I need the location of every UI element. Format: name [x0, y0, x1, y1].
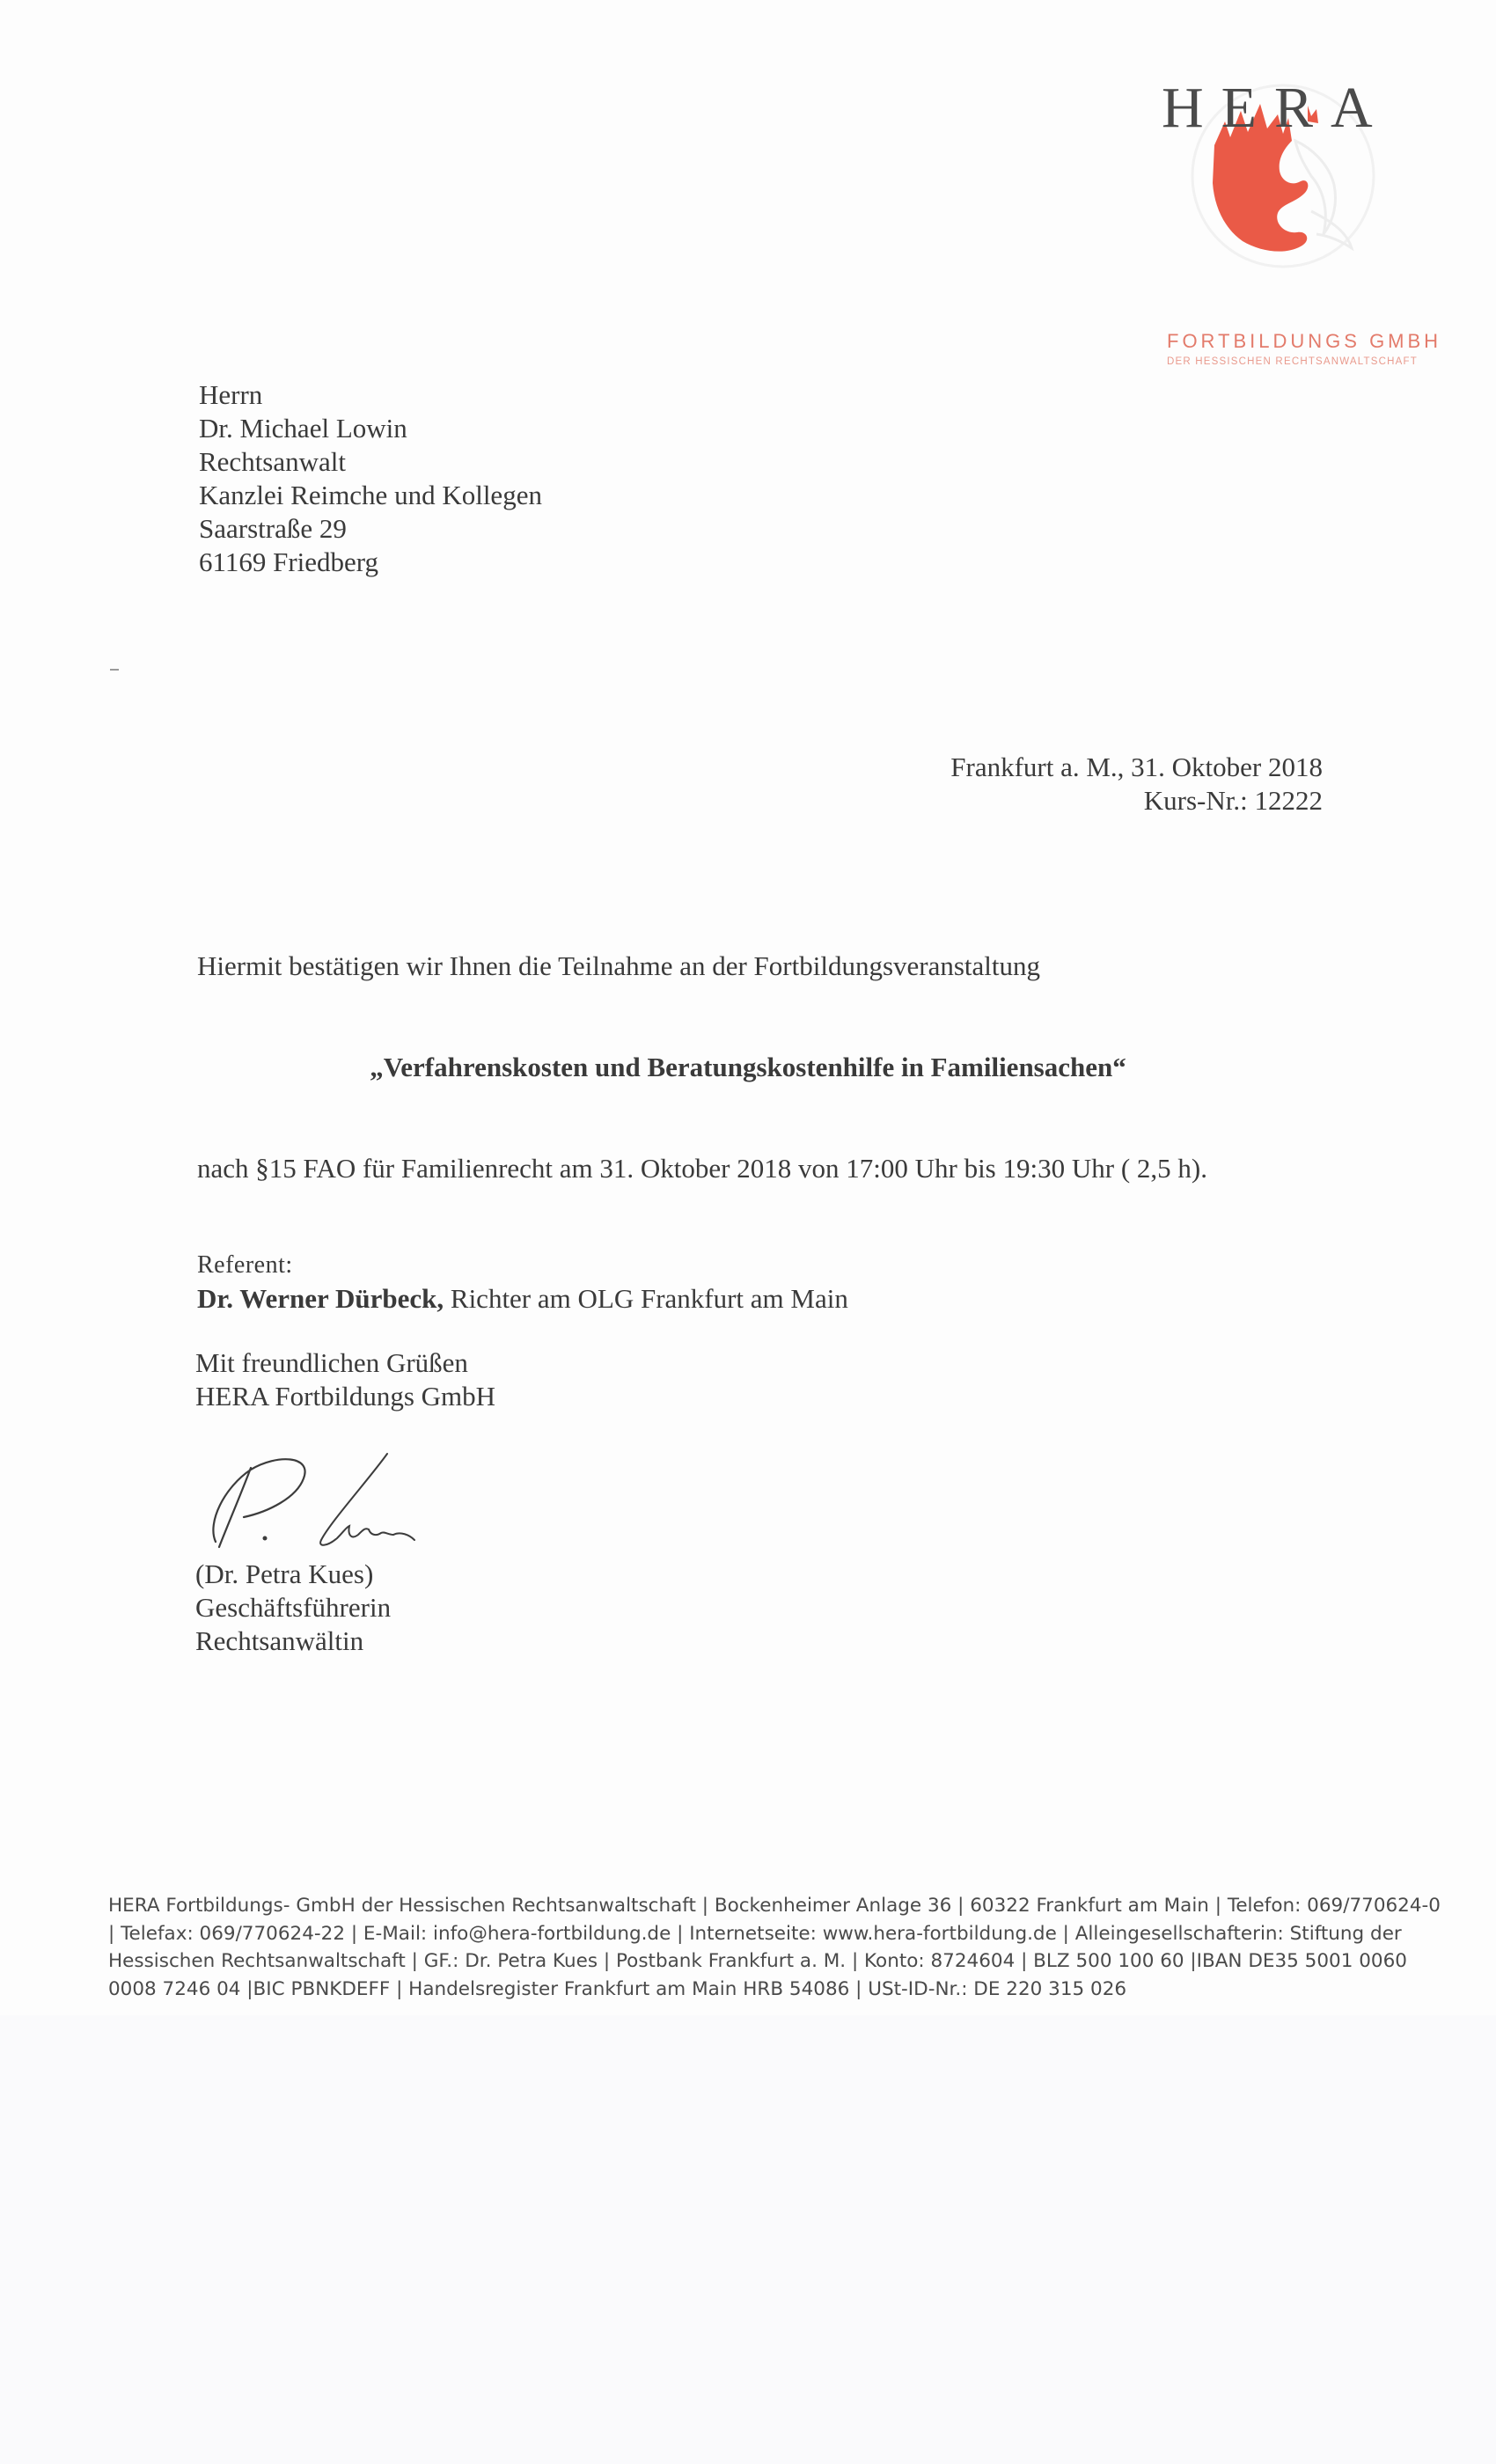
date-line: Frankfurt a. M., 31. Oktober 2018: [950, 752, 1323, 782]
recipient-address: [199, 378, 542, 579]
page-background-lower: [0, 2015, 1496, 2464]
closing: [195, 1346, 495, 1413]
speaker-label: Referent:: [197, 1251, 293, 1279]
closing-company: HERA Fortbildungs GmbH: [195, 1381, 496, 1412]
recipient-firm: Kanzlei Reimche und Kollegen: [199, 480, 542, 510]
footer-line-2: | Telefax: 069/770624-22 | E-Mail: info@hera-fortbildung.de | Internetseite: www.hera-fortbildung.de | Alleingesellschafterin: Stiftung der: [108, 1922, 1402, 1945]
confirmation-intro: Hiermit bestätigen wir Ihnen die Teilnahme an der Fortbildungsveranstaltung: [197, 950, 1041, 981]
hera-logo: [1162, 75, 1442, 378]
course-number: Kurs-Nr.: 12222: [1143, 785, 1323, 816]
fold-mark: [110, 669, 119, 671]
course-details: nach §15 FAO für Familienrecht am 31. Oktober 2018 von 17:00 Uhr bis 19:30 Uhr ( 2,5 h).: [197, 1153, 1207, 1184]
company-footer: [108, 1892, 1441, 2003]
recipient-salutation: Herrn: [199, 379, 263, 410]
date-block: [950, 751, 1323, 818]
recipient-street: Saarstraße 29: [199, 513, 347, 544]
recipient-name: Dr. Michael Lowin: [199, 413, 407, 444]
signer-block: [195, 1558, 391, 1658]
closing-greeting: Mit freundlichen Grüßen: [195, 1347, 468, 1378]
speaker-name: Dr. Werner Dürbeck,: [197, 1283, 444, 1314]
logo-tagline: DER HESSISCHEN RECHTSANWALTSCHAFT: [1167, 356, 1418, 367]
footer-line-4: 0008 7246 04 |BIC PBNKDEFF | Handelsregister Frankfurt am Main HRB 54086 | USt-ID-Nr.: DE 220 315 026: [108, 1977, 1127, 2000]
signer-position: Geschäftsführerin: [195, 1592, 392, 1623]
footer-line-3: Hessischen Rechtsanwaltschaft | GF.: Dr. Petra Kues | Postbank Frankfurt a. M. | Konto: 8724604 | BLZ 500 100 60 |IBAN DE35 5001 0060: [108, 1950, 1407, 1972]
footer-line-1: HERA Fortbildungs- GmbH der Hessischen Rechtsanwaltschaft | Bockenheimer Anlage 36 | 60322 Frankfurt am Main | Telefon: 069/770624-0: [108, 1895, 1441, 1917]
course-title: „Verfahrenskosten und Beratungskostenhilfe in Familiensachen“: [370, 1052, 1126, 1082]
speaker-role: Richter am OLG Frankfurt am Main: [444, 1283, 848, 1314]
speaker-line: [197, 1283, 848, 1315]
signer-name: (Dr. Petra Kues): [195, 1558, 374, 1589]
signer-profession: Rechtsanwältin: [195, 1625, 364, 1656]
handwritten-signature: [189, 1443, 453, 1558]
logo-wordmark: HERA: [1162, 76, 1390, 140]
logo-subtitle: FORTBILDUNGS GMBH: [1167, 330, 1442, 352]
recipient-title: Rechtsanwalt: [199, 446, 347, 477]
recipient-city: 61169 Friedberg: [199, 546, 379, 577]
